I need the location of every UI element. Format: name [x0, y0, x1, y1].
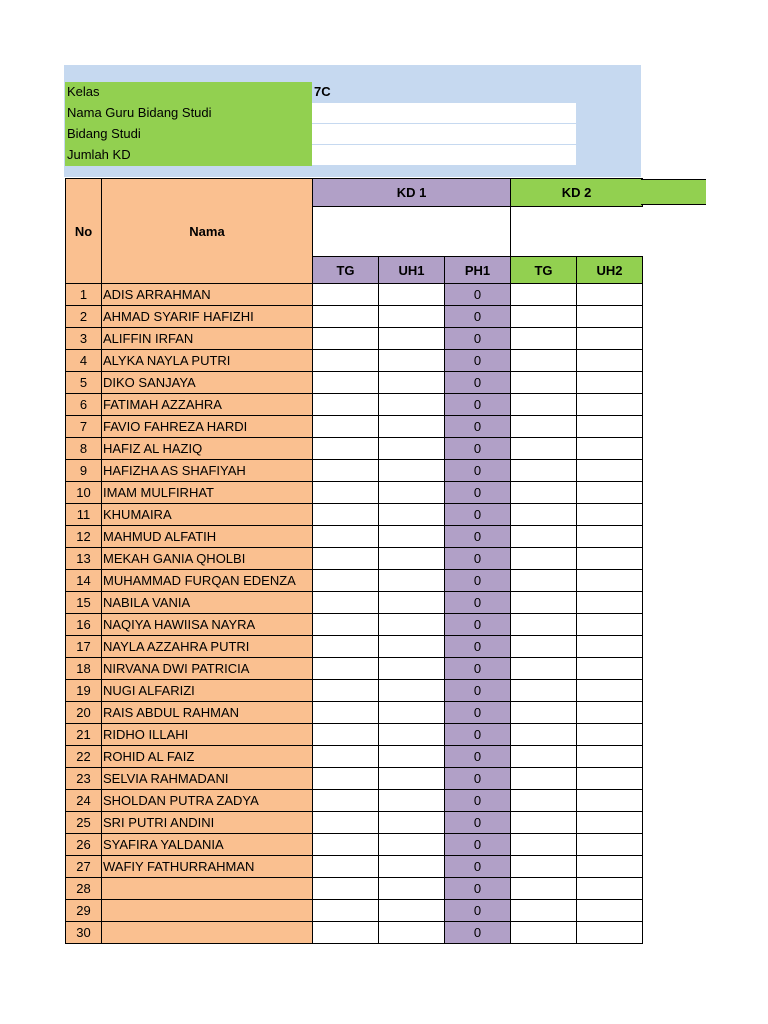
kd2-uh2-cell[interactable]	[577, 878, 643, 900]
kd2-uh2-cell[interactable]	[577, 460, 643, 482]
kd1-uh1-cell[interactable]	[379, 680, 445, 702]
kd1-tg-cell[interactable]	[313, 394, 379, 416]
kelas-label: Kelas	[65, 82, 312, 103]
kd1-ph1-cell[interactable]: 0	[445, 614, 511, 636]
row-number: 9	[66, 460, 102, 482]
table-row	[66, 592, 643, 614]
kd2-uh2-cell[interactable]	[577, 284, 643, 306]
student-name-cell[interactable]: ROHID AL FAIZ	[102, 746, 313, 768]
kd1-tg-cell[interactable]	[313, 592, 379, 614]
kd2-uh2-cell[interactable]	[577, 614, 643, 636]
student-name-cell[interactable]	[102, 878, 313, 900]
kd2-tg-cell[interactable]	[511, 394, 577, 416]
student-name-cell[interactable]: SHOLDAN PUTRA ZADYA	[102, 790, 313, 812]
student-name-cell[interactable]: NUGI ALFARIZI	[102, 680, 313, 702]
kd2-tg-cell[interactable]	[511, 614, 577, 636]
row-number: 6	[66, 394, 102, 416]
kd1-ph1-cell[interactable]: 0	[445, 878, 511, 900]
header-row-kd	[66, 179, 643, 207]
kd1-uh1-cell[interactable]	[379, 460, 445, 482]
kd1-tg-cell[interactable]	[313, 746, 379, 768]
kd2-tg-cell[interactable]	[511, 482, 577, 504]
student-name-cell[interactable]: MUHAMMAD FURQAN EDENZA	[102, 570, 313, 592]
kd2-uh2-cell[interactable]	[577, 394, 643, 416]
kd2-uh2-cell[interactable]	[577, 328, 643, 350]
table-row	[66, 878, 643, 900]
kd1-ph1-cell[interactable]: 0	[445, 570, 511, 592]
student-name-cell[interactable]: RAIS ABDUL RAHMAN	[102, 702, 313, 724]
header-kd2-uh2: UH2	[577, 257, 643, 284]
kd2-uh2-cell[interactable]	[577, 680, 643, 702]
kd1-uh1-cell[interactable]	[379, 636, 445, 658]
kd2-tg-cell[interactable]	[511, 658, 577, 680]
kd2-header-overflow	[641, 179, 706, 205]
kd2-tg-cell[interactable]	[511, 438, 577, 460]
student-name-cell[interactable]: SYAFIRA YALDANIA	[102, 834, 313, 856]
row-number: 17	[66, 636, 102, 658]
kd1-uh1-cell[interactable]	[379, 372, 445, 394]
kd2-tg-cell[interactable]	[511, 680, 577, 702]
kd2-tg-cell[interactable]	[511, 790, 577, 812]
kd2-tg-cell[interactable]	[511, 768, 577, 790]
kd1-ph1-cell[interactable]: 0	[445, 900, 511, 922]
kd1-ph1-cell[interactable]: 0	[445, 460, 511, 482]
bidang-label: Bidang Studi	[65, 124, 312, 145]
row-number: 21	[66, 724, 102, 746]
student-name-cell[interactable]: ALYKA NAYLA PUTRI	[102, 350, 313, 372]
kd1-ph1-cell[interactable]: 0	[445, 592, 511, 614]
kd1-tg-cell[interactable]	[313, 438, 379, 460]
kd1-tg-cell[interactable]	[313, 636, 379, 658]
table-row	[66, 922, 643, 944]
table-row	[66, 504, 643, 526]
kd1-tg-cell[interactable]	[313, 922, 379, 944]
row-number: 12	[66, 526, 102, 548]
kd1-ph1-cell[interactable]: 0	[445, 416, 511, 438]
student-name-cell[interactable]: HAFIZHA AS SHAFIYAH	[102, 460, 313, 482]
kd1-uh1-cell[interactable]	[379, 614, 445, 636]
kd2-uh2-cell[interactable]	[577, 548, 643, 570]
info-row-bidang	[65, 124, 576, 145]
header-no: No	[66, 179, 102, 284]
kd1-tg-cell[interactable]	[313, 812, 379, 834]
kd2-tg-cell[interactable]	[511, 548, 577, 570]
kd1-ph1-cell[interactable]: 0	[445, 768, 511, 790]
kd2-tg-cell[interactable]	[511, 724, 577, 746]
student-name-cell[interactable]: MEKAH GANIA QHOLBI	[102, 548, 313, 570]
kd2-uh2-cell[interactable]	[577, 526, 643, 548]
kd1-uh1-cell[interactable]	[379, 548, 445, 570]
table-row	[66, 790, 643, 812]
row-number: 1	[66, 284, 102, 306]
header-nama: Nama	[102, 179, 313, 284]
info-row-jumlah	[65, 145, 576, 166]
kd1-uh1-cell[interactable]	[379, 658, 445, 680]
kd1-uh1-cell[interactable]	[379, 922, 445, 944]
row-number: 28	[66, 878, 102, 900]
kd1-ph1-cell[interactable]: 0	[445, 526, 511, 548]
student-name-cell[interactable]: KHUMAIRA	[102, 504, 313, 526]
table-row	[66, 768, 643, 790]
kd1-tg-cell[interactable]	[313, 570, 379, 592]
kd1-tg-cell[interactable]	[313, 834, 379, 856]
student-name-cell[interactable]: DIKO SANJAYA	[102, 372, 313, 394]
student-name-cell[interactable]: NIRVANA DWI PATRICIA	[102, 658, 313, 680]
student-name-cell[interactable]: RIDHO ILLAHI	[102, 724, 313, 746]
kd2-tg-cell[interactable]	[511, 350, 577, 372]
kd1-ph1-cell[interactable]: 0	[445, 284, 511, 306]
kd1-ph1-cell[interactable]: 0	[445, 724, 511, 746]
kd1-ph1-cell[interactable]: 0	[445, 372, 511, 394]
kd2-tg-cell[interactable]	[511, 812, 577, 834]
kd1-ph1-cell[interactable]: 0	[445, 746, 511, 768]
kd1-tg-cell[interactable]	[313, 790, 379, 812]
table-row	[66, 746, 643, 768]
kd2-uh2-cell[interactable]	[577, 746, 643, 768]
table-row	[66, 900, 643, 922]
kd1-tg-cell[interactable]	[313, 328, 379, 350]
kd1-uh1-cell[interactable]	[379, 504, 445, 526]
kd1-uh1-cell[interactable]	[379, 482, 445, 504]
kd2-tg-cell[interactable]	[511, 900, 577, 922]
table-row	[66, 834, 643, 856]
table-row	[66, 570, 643, 592]
kd1-tg-cell[interactable]	[313, 724, 379, 746]
kd1-tg-cell[interactable]	[313, 900, 379, 922]
kd1-uh1-cell[interactable]	[379, 394, 445, 416]
table-row	[66, 812, 643, 834]
kd2-uh2-cell[interactable]	[577, 856, 643, 878]
info-row-kelas	[65, 82, 576, 103]
kd1-tg-cell[interactable]	[313, 702, 379, 724]
info-table	[65, 82, 576, 166]
row-number: 25	[66, 812, 102, 834]
kd2-tg-cell[interactable]	[511, 702, 577, 724]
guru-value-cell[interactable]	[312, 103, 576, 124]
row-number: 5	[66, 372, 102, 394]
student-name-cell[interactable]: HAFIZ AL HAZIQ	[102, 438, 313, 460]
kd2-tg-cell[interactable]	[511, 856, 577, 878]
kd1-tg-cell[interactable]	[313, 878, 379, 900]
table-row	[66, 372, 643, 394]
row-number: 24	[66, 790, 102, 812]
kd1-ph1-cell[interactable]: 0	[445, 394, 511, 416]
kd2-tg-cell[interactable]	[511, 460, 577, 482]
kd1-ph1-cell[interactable]: 0	[445, 548, 511, 570]
table-row	[66, 350, 643, 372]
kd2-uh2-cell[interactable]	[577, 768, 643, 790]
kd2-uh2-cell[interactable]	[577, 592, 643, 614]
kd1-tg-cell[interactable]	[313, 306, 379, 328]
kd2-tg-cell[interactable]	[511, 328, 577, 350]
table-row	[66, 548, 643, 570]
table-row	[66, 438, 643, 460]
row-number: 30	[66, 922, 102, 944]
kd1-uh1-cell[interactable]	[379, 284, 445, 306]
kelas-value-cell[interactable]: 7C	[312, 82, 576, 103]
kd1-uh1-cell[interactable]	[379, 812, 445, 834]
row-number: 7	[66, 416, 102, 438]
kd2-tg-cell[interactable]	[511, 504, 577, 526]
student-name-cell[interactable]: SELVIA RAHMADANI	[102, 768, 313, 790]
kd2-uh2-cell[interactable]	[577, 658, 643, 680]
kd1-ph1-cell[interactable]: 0	[445, 922, 511, 944]
kd2-uh2-cell[interactable]	[577, 350, 643, 372]
row-number: 2	[66, 306, 102, 328]
row-number: 27	[66, 856, 102, 878]
kd1-tg-cell[interactable]	[313, 526, 379, 548]
kd2-uh2-cell[interactable]	[577, 306, 643, 328]
student-name-cell[interactable]: NABILA VANIA	[102, 592, 313, 614]
kd1-ph1-cell[interactable]: 0	[445, 812, 511, 834]
kd1-uh1-cell[interactable]	[379, 570, 445, 592]
student-name-cell[interactable]: ADIS ARRAHMAN	[102, 284, 313, 306]
info-row-guru	[65, 103, 576, 124]
table-row	[66, 856, 643, 878]
row-number: 29	[66, 900, 102, 922]
table-row	[66, 636, 643, 658]
table-row	[66, 614, 643, 636]
row-number: 4	[66, 350, 102, 372]
table-row	[66, 460, 643, 482]
header-kd2-tg: TG	[511, 257, 577, 284]
student-name-cell[interactable]: ALIFFIN IRFAN	[102, 328, 313, 350]
kd2-uh2-cell[interactable]	[577, 812, 643, 834]
kd2-tg-cell[interactable]	[511, 834, 577, 856]
table-row	[66, 306, 643, 328]
kd2-uh2-cell[interactable]	[577, 416, 643, 438]
table-row	[66, 680, 643, 702]
kd1-tg-cell[interactable]	[313, 614, 379, 636]
kd1-ph1-cell[interactable]: 0	[445, 658, 511, 680]
row-number: 26	[66, 834, 102, 856]
kd1-uh1-cell[interactable]	[379, 416, 445, 438]
kd1-uh1-cell[interactable]	[379, 856, 445, 878]
row-number: 20	[66, 702, 102, 724]
student-name-cell[interactable]: SRI PUTRI ANDINI	[102, 812, 313, 834]
kd1-uh1-cell[interactable]	[379, 834, 445, 856]
kd1-tg-cell[interactable]	[313, 658, 379, 680]
table-row	[66, 394, 643, 416]
kd1-tg-cell[interactable]	[313, 504, 379, 526]
row-number: 19	[66, 680, 102, 702]
kd2-uh2-cell[interactable]	[577, 724, 643, 746]
kd1-tg-cell[interactable]	[313, 460, 379, 482]
kd2-uh2-cell[interactable]	[577, 702, 643, 724]
header-kd2: KD 2	[511, 179, 643, 207]
header-kd1-uh1: UH1	[379, 257, 445, 284]
kd1-tg-cell[interactable]	[313, 482, 379, 504]
kd1-ph1-cell[interactable]: 0	[445, 306, 511, 328]
kd2-tg-cell[interactable]	[511, 636, 577, 658]
kd2-uh2-cell[interactable]	[577, 900, 643, 922]
kd2-tg-cell[interactable]	[511, 592, 577, 614]
student-name-cell[interactable]: FATIMAH AZZAHRA	[102, 394, 313, 416]
student-name-cell[interactable]	[102, 900, 313, 922]
row-number: 22	[66, 746, 102, 768]
kd1-tg-cell[interactable]	[313, 350, 379, 372]
row-number: 16	[66, 614, 102, 636]
kd1-uh1-cell[interactable]	[379, 878, 445, 900]
row-number: 10	[66, 482, 102, 504]
table-row	[66, 284, 643, 306]
student-name-cell[interactable]	[102, 922, 313, 944]
kd1-tg-cell[interactable]	[313, 284, 379, 306]
kd2-uh2-cell[interactable]	[577, 922, 643, 944]
row-number: 23	[66, 768, 102, 790]
row-number: 18	[66, 658, 102, 680]
guru-label: Nama Guru Bidang Studi	[65, 103, 312, 124]
kd1-uh1-cell[interactable]	[379, 724, 445, 746]
jumlah-label: Jumlah KD	[65, 145, 312, 166]
kd1-uh1-cell[interactable]	[379, 746, 445, 768]
table-row	[66, 658, 643, 680]
kd2-tg-cell[interactable]	[511, 746, 577, 768]
row-number: 8	[66, 438, 102, 460]
kd1-tg-cell[interactable]	[313, 768, 379, 790]
kd1-ph1-cell[interactable]: 0	[445, 636, 511, 658]
kd1-ph1-cell[interactable]: 0	[445, 702, 511, 724]
kd1-uh1-cell[interactable]	[379, 592, 445, 614]
kd2-uh2-cell[interactable]	[577, 372, 643, 394]
row-number: 3	[66, 328, 102, 350]
kd1-ph1-cell[interactable]: 0	[445, 856, 511, 878]
kd1-ph1-cell[interactable]: 0	[445, 328, 511, 350]
table-row	[66, 702, 643, 724]
kd2-tg-cell[interactable]	[511, 526, 577, 548]
student-name-cell[interactable]: WAFIY FATHURRAHMAN	[102, 856, 313, 878]
kd1-tg-cell[interactable]	[313, 856, 379, 878]
kd2-description-cell[interactable]	[511, 206, 643, 257]
kd2-tg-cell[interactable]	[511, 372, 577, 394]
kd2-uh2-cell[interactable]	[577, 636, 643, 658]
kd1-uh1-cell[interactable]	[379, 768, 445, 790]
kd1-tg-cell[interactable]	[313, 416, 379, 438]
kd1-uh1-cell[interactable]	[379, 702, 445, 724]
kd1-ph1-cell[interactable]: 0	[445, 482, 511, 504]
kd1-ph1-cell[interactable]: 0	[445, 350, 511, 372]
table-row	[66, 724, 643, 746]
kd2-uh2-cell[interactable]	[577, 438, 643, 460]
kd2-tg-cell[interactable]	[511, 306, 577, 328]
kd1-ph1-cell[interactable]: 0	[445, 790, 511, 812]
header-kd1: KD 1	[313, 179, 511, 207]
kd1-uh1-cell[interactable]	[379, 526, 445, 548]
kd2-tg-cell[interactable]	[511, 570, 577, 592]
kd2-uh2-cell[interactable]	[577, 790, 643, 812]
kd1-ph1-cell[interactable]: 0	[445, 680, 511, 702]
kd2-uh2-cell[interactable]	[577, 504, 643, 526]
kd1-uh1-cell[interactable]	[379, 328, 445, 350]
kd2-uh2-cell[interactable]	[577, 570, 643, 592]
kd2-tg-cell[interactable]	[511, 416, 577, 438]
kd1-uh1-cell[interactable]	[379, 350, 445, 372]
row-number: 11	[66, 504, 102, 526]
student-name-cell[interactable]: IMAM MULFIRHAT	[102, 482, 313, 504]
student-name-cell[interactable]: MAHMUD ALFATIH	[102, 526, 313, 548]
kd1-tg-cell[interactable]	[313, 548, 379, 570]
kd1-uh1-cell[interactable]	[379, 306, 445, 328]
kd1-tg-cell[interactable]	[313, 680, 379, 702]
grade-table	[65, 178, 643, 944]
kd1-uh1-cell[interactable]	[379, 438, 445, 460]
kd1-ph1-cell[interactable]: 0	[445, 834, 511, 856]
table-row	[66, 482, 643, 504]
row-number: 14	[66, 570, 102, 592]
kd2-uh2-cell[interactable]	[577, 482, 643, 504]
student-name-cell[interactable]: AHMAD SYARIF HAFIZHI	[102, 306, 313, 328]
row-number: 13	[66, 548, 102, 570]
kd2-tg-cell[interactable]	[511, 922, 577, 944]
kd1-tg-cell[interactable]	[313, 372, 379, 394]
kd1-ph1-cell[interactable]: 0	[445, 438, 511, 460]
kd1-ph1-cell[interactable]: 0	[445, 504, 511, 526]
kd1-description-cell[interactable]	[313, 206, 511, 257]
bidang-value-cell[interactable]	[312, 124, 576, 145]
student-name-cell[interactable]: NAYLA AZZAHRA PUTRI	[102, 636, 313, 658]
table-row	[66, 416, 643, 438]
header-kd1-ph1: PH1	[445, 257, 511, 284]
student-name-cell[interactable]: FAVIO FAHREZA HARDI	[102, 416, 313, 438]
jumlah-value-cell[interactable]	[312, 145, 576, 166]
kd2-uh2-cell[interactable]	[577, 834, 643, 856]
kd2-tg-cell[interactable]	[511, 284, 577, 306]
kd1-uh1-cell[interactable]	[379, 900, 445, 922]
kd2-tg-cell[interactable]	[511, 878, 577, 900]
kd1-uh1-cell[interactable]	[379, 790, 445, 812]
row-number: 15	[66, 592, 102, 614]
table-row	[66, 526, 643, 548]
table-row	[66, 328, 643, 350]
header-kd1-tg: TG	[313, 257, 379, 284]
student-name-cell[interactable]: NAQIYA HAWIISA NAYRA	[102, 614, 313, 636]
